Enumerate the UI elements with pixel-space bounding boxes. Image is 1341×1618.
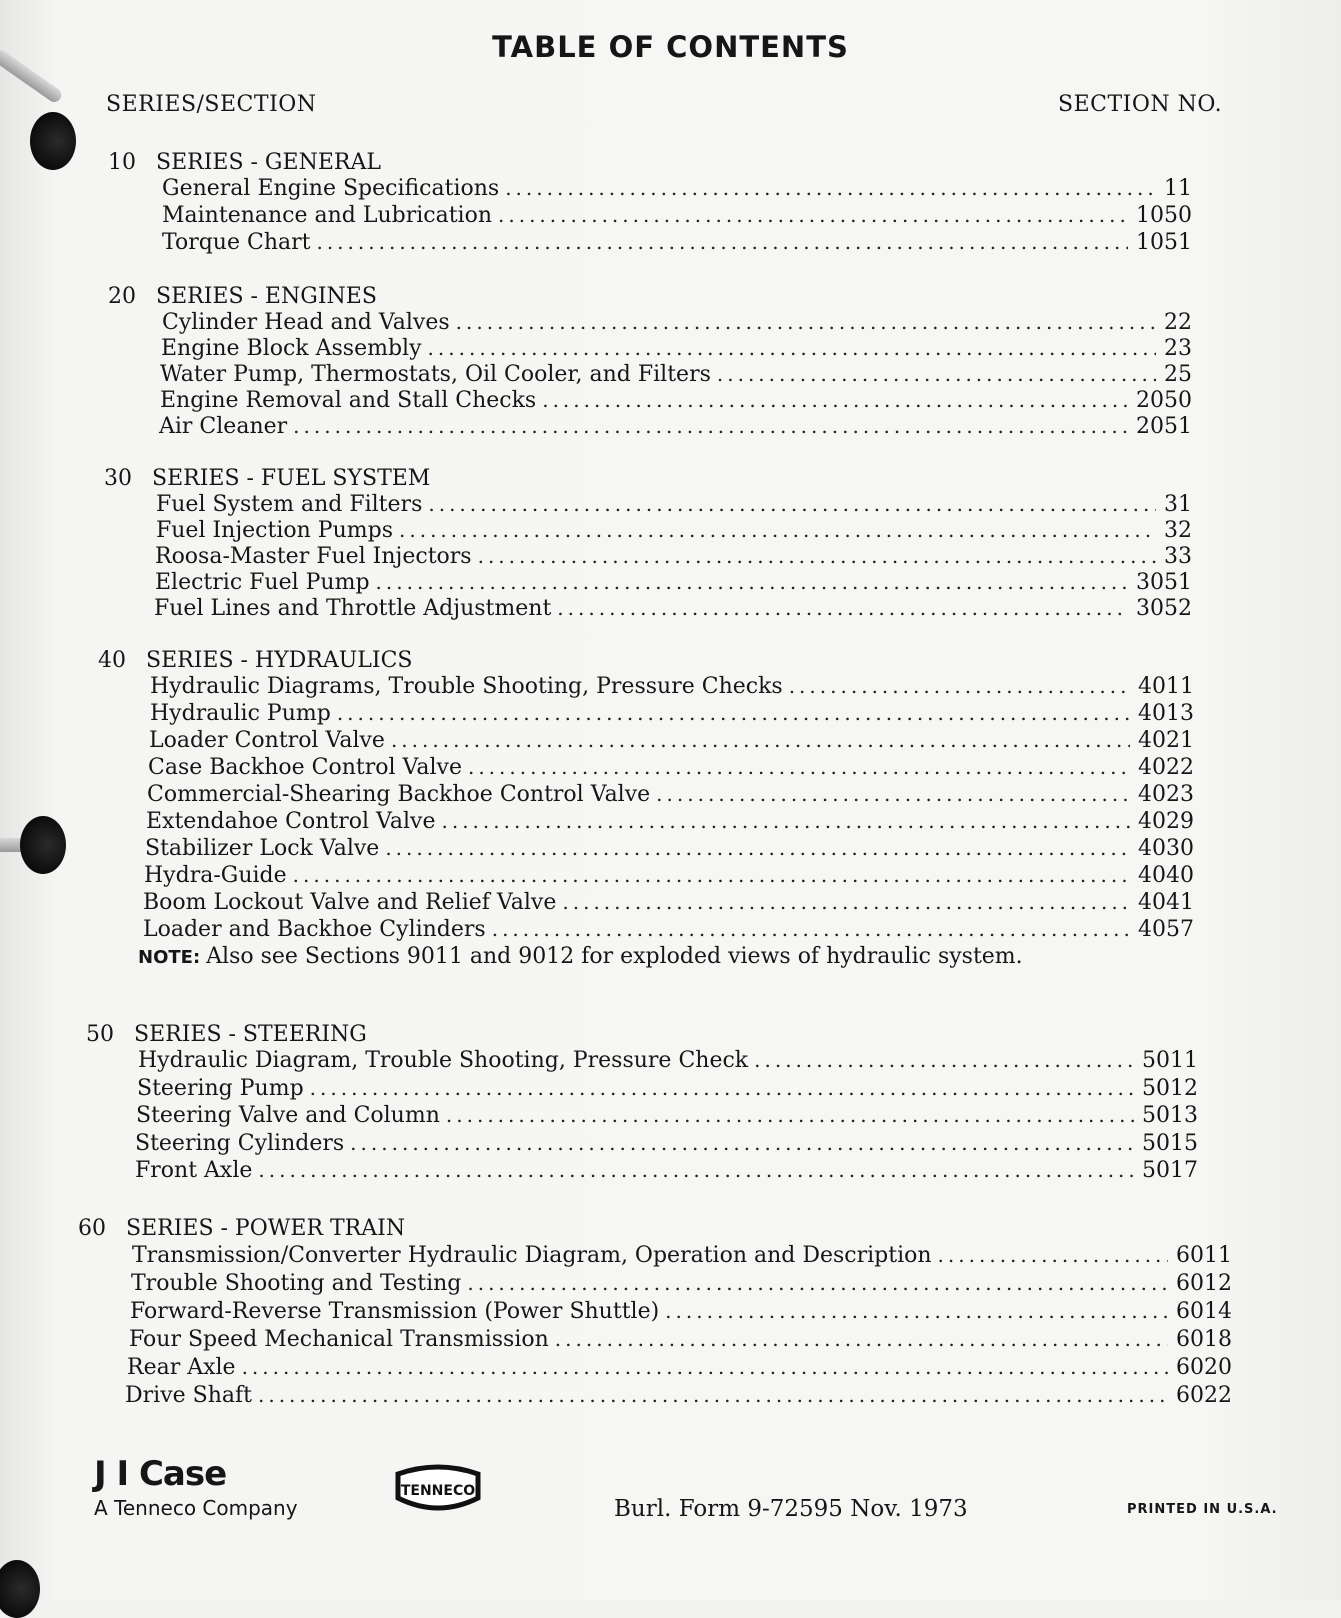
entry-label: Engine Block Assembly	[161, 336, 422, 361]
dot-leader	[542, 388, 1128, 412]
entry-section-no: 4021	[1138, 728, 1194, 753]
toc-entry[interactable]	[149, 728, 1194, 754]
entry-section-no: 11	[1164, 176, 1192, 201]
case-brand: J I Case	[94, 1454, 227, 1494]
entry-section-no: 6022	[1176, 1383, 1232, 1408]
entry-section-no: 5011	[1142, 1048, 1198, 1073]
toc-entry[interactable]	[136, 1103, 1198, 1129]
entry-label: Drive Shaft	[125, 1383, 252, 1408]
series-name: SERIES - POWER TRAIN	[126, 1216, 406, 1241]
page-title: TABLE OF CONTENTS	[492, 30, 849, 64]
dot-leader	[656, 782, 1130, 806]
toc-entry[interactable]	[147, 782, 1194, 808]
entry-label: Maintenance and Lubrication	[162, 203, 492, 228]
entry-section-no: 4011	[1138, 674, 1194, 699]
dot-leader	[428, 492, 1156, 516]
case-logo	[94, 1454, 298, 1520]
dot-leader	[665, 1299, 1168, 1323]
entry-section-no: 1050	[1136, 203, 1192, 228]
entry-label: Electric Fuel Pump	[155, 570, 370, 595]
entry-section-no: 31	[1164, 492, 1192, 517]
entry-section-no: 1051	[1136, 230, 1192, 255]
entry-section-no: 2050	[1136, 388, 1192, 413]
toc-entry[interactable]	[156, 518, 1192, 544]
entry-label: Case Backhoe Control Valve	[148, 755, 462, 780]
toc-entry[interactable]	[155, 570, 1192, 596]
entry-section-no: 6020	[1176, 1355, 1232, 1380]
form-number: Burl. Form 9-72595 Nov. 1973	[614, 1496, 968, 1522]
dot-leader	[789, 674, 1130, 698]
dot-leader	[399, 518, 1156, 542]
toc-entry[interactable]	[125, 1383, 1232, 1409]
entry-section-no: 6018	[1176, 1327, 1232, 1352]
entry-label: Front Axle	[135, 1158, 253, 1183]
entry-section-no: 23	[1164, 336, 1192, 361]
dot-leader	[717, 362, 1156, 386]
dot-leader	[258, 1158, 1134, 1182]
entry-section-no: 4022	[1138, 755, 1194, 780]
toc-entry[interactable]	[127, 1355, 1232, 1381]
dot-leader	[468, 755, 1130, 779]
dot-leader	[376, 570, 1128, 594]
dot-leader	[428, 336, 1156, 360]
toc-entry[interactable]	[138, 1048, 1198, 1074]
note-label: NOTE:	[138, 947, 201, 968]
dot-leader	[555, 1327, 1168, 1351]
entry-section-no: 4023	[1138, 782, 1194, 807]
entry-label: Stabilizer Lock Valve	[145, 836, 380, 861]
toc-entry[interactable]	[155, 544, 1192, 570]
entry-label: Water Pump, Thermostats, Oil Cooler, and Filters	[160, 362, 711, 387]
entry-label: Forward-Reverse Transmission (Power Shuttle)	[130, 1299, 660, 1324]
entry-section-no: 32	[1164, 518, 1192, 543]
column-header-section-no: SECTION NO.	[1058, 92, 1223, 117]
series-name: SERIES - ENGINES	[156, 284, 377, 309]
series-number: 10	[108, 150, 136, 175]
toc-entry[interactable]	[156, 492, 1192, 518]
entry-section-no: 5017	[1142, 1158, 1198, 1183]
series-number: 40	[98, 648, 126, 673]
entry-label: Cylinder Head and Valves	[162, 310, 450, 335]
toc-entry[interactable]	[162, 230, 1192, 256]
entry-label: Engine Removal and Stall Checks	[160, 388, 537, 413]
series-name: SERIES - HYDRAULICS	[146, 648, 413, 673]
series-heading	[108, 150, 381, 175]
column-header-series: SERIES/SECTION	[106, 92, 317, 117]
tenneco-logo	[390, 1464, 486, 1516]
entry-section-no: 6012	[1176, 1271, 1232, 1296]
entry-label: Hydraulic Diagrams, Trouble Shooting, Pressure Checks	[150, 674, 783, 699]
toc-entry[interactable]	[143, 917, 1194, 943]
entry-label: Rear Axle	[127, 1355, 236, 1380]
entry-section-no: 25	[1164, 362, 1192, 387]
dot-leader	[242, 1355, 1168, 1379]
dot-leader	[293, 863, 1130, 887]
entry-label: Steering Valve and Column	[136, 1103, 440, 1128]
toc-entry[interactable]	[162, 310, 1192, 336]
entry-label: Steering Pump	[137, 1076, 304, 1101]
series-name: SERIES - FUEL SYSTEM	[152, 466, 431, 491]
toc-entry[interactable]	[162, 203, 1192, 229]
entry-label: Steering Cylinders	[135, 1131, 345, 1156]
entry-label: Air Cleaner	[159, 414, 288, 439]
entry-section-no: 6014	[1176, 1299, 1232, 1324]
toc-entry[interactable]	[129, 1327, 1232, 1353]
dot-leader	[385, 836, 1130, 860]
entry-section-no: 22	[1164, 310, 1192, 335]
toc-entry[interactable]	[154, 596, 1192, 622]
toc-entry[interactable]	[132, 1243, 1232, 1269]
toc-entry[interactable]	[162, 176, 1192, 202]
toc-entry[interactable]	[150, 701, 1194, 727]
toc-entry[interactable]	[135, 1158, 1198, 1184]
entry-section-no: 6011	[1176, 1243, 1232, 1268]
series-heading	[104, 466, 430, 491]
entry-section-no: 5015	[1142, 1131, 1198, 1156]
entry-label: Extendahoe Control Valve	[146, 809, 436, 834]
entry-label: Roosa-Master Fuel Injectors	[155, 544, 472, 569]
toc-entry[interactable]	[145, 836, 1194, 862]
dot-leader	[316, 230, 1128, 254]
dot-leader	[498, 203, 1128, 227]
dot-leader	[478, 544, 1156, 568]
entry-section-no: 4013	[1138, 701, 1194, 726]
toc-entry[interactable]	[137, 1076, 1198, 1102]
entry-label: Loader and Backhoe Cylinders	[143, 917, 486, 942]
entry-label: Hydra-Guide	[144, 863, 287, 888]
entry-section-no: 3052	[1136, 596, 1192, 621]
series-heading	[78, 1216, 405, 1241]
note	[138, 944, 1023, 969]
dot-leader	[492, 917, 1130, 941]
toc-entry[interactable]	[150, 674, 1194, 700]
toc-entry[interactable]	[160, 388, 1192, 414]
dot-leader	[446, 1103, 1134, 1127]
entry-section-no: 3051	[1136, 570, 1192, 595]
entry-label: Four Speed Mechanical Transmission	[129, 1327, 549, 1352]
toc-entry[interactable]	[148, 755, 1194, 781]
dot-leader	[456, 310, 1156, 334]
dot-leader	[258, 1383, 1168, 1407]
series-heading	[108, 284, 377, 309]
entry-label: Fuel System and Filters	[156, 492, 423, 517]
dot-leader	[441, 809, 1130, 833]
case-tagline: A Tenneco Company	[94, 1496, 298, 1520]
series-name: SERIES - STEERING	[134, 1022, 367, 1047]
note-text: Also see Sections 9011 and 9012 for exploded views of hydraulic system.	[206, 944, 1023, 969]
entry-label: Boom Lockout Valve and Relief Valve	[143, 890, 557, 915]
entry-label: Torque Chart	[162, 230, 311, 255]
entry-label: Fuel Injection Pumps	[156, 518, 393, 543]
dot-leader	[310, 1076, 1134, 1100]
entry-section-no: 4029	[1138, 809, 1194, 834]
entry-section-no: 4041	[1138, 890, 1194, 915]
dot-leader	[505, 176, 1156, 200]
dot-leader	[938, 1243, 1168, 1267]
entry-label: Transmission/Converter Hydraulic Diagram, Operation and Description	[132, 1243, 932, 1268]
toc-entry[interactable]	[146, 809, 1194, 835]
entry-section-no: 2051	[1136, 414, 1192, 439]
series-number: 60	[78, 1216, 106, 1241]
dot-leader	[557, 596, 1128, 620]
entry-section-no: 4030	[1138, 836, 1194, 861]
entry-label: General Engine Specifications	[162, 176, 500, 201]
entry-section-no: 4057	[1138, 917, 1194, 942]
dot-leader	[350, 1131, 1134, 1155]
entry-label: Loader Control Valve	[149, 728, 385, 753]
series-number: 50	[86, 1022, 114, 1047]
toc-entry[interactable]	[135, 1131, 1198, 1157]
series-number: 30	[104, 466, 132, 491]
series-number: 20	[108, 284, 136, 309]
entry-section-no: 4040	[1138, 863, 1194, 888]
toc-entry[interactable]	[131, 1271, 1232, 1297]
tenneco-logo-text: TENNECO	[400, 1483, 476, 1499]
dot-leader	[754, 1048, 1134, 1072]
toc-entry[interactable]	[144, 863, 1194, 889]
dot-leader	[293, 414, 1128, 438]
dot-leader	[391, 728, 1130, 752]
printed-in: PRINTED IN U.S.A.	[1127, 1502, 1278, 1517]
toc-entry[interactable]	[160, 362, 1192, 388]
entry-label: Hydraulic Pump	[150, 701, 331, 726]
toc-entry[interactable]	[130, 1299, 1232, 1325]
series-name: SERIES - GENERAL	[156, 150, 381, 175]
dot-leader	[467, 1271, 1168, 1295]
entry-section-no: 33	[1164, 544, 1192, 569]
toc-entry[interactable]	[143, 890, 1194, 916]
dot-leader	[562, 890, 1130, 914]
entry-label: Commercial-Shearing Backhoe Control Valve	[147, 782, 651, 807]
entry-label: Trouble Shooting and Testing	[131, 1271, 462, 1296]
toc-entry[interactable]	[159, 414, 1192, 440]
dot-leader	[337, 701, 1130, 725]
toc-entry[interactable]	[161, 336, 1192, 362]
entry-label: Hydraulic Diagram, Trouble Shooting, Pressure Check	[138, 1048, 749, 1073]
entry-label: Fuel Lines and Throttle Adjustment	[154, 596, 552, 621]
entry-section-no: 5013	[1142, 1103, 1198, 1128]
series-heading	[86, 1022, 367, 1047]
series-heading	[98, 648, 412, 673]
entry-section-no: 5012	[1142, 1076, 1198, 1101]
